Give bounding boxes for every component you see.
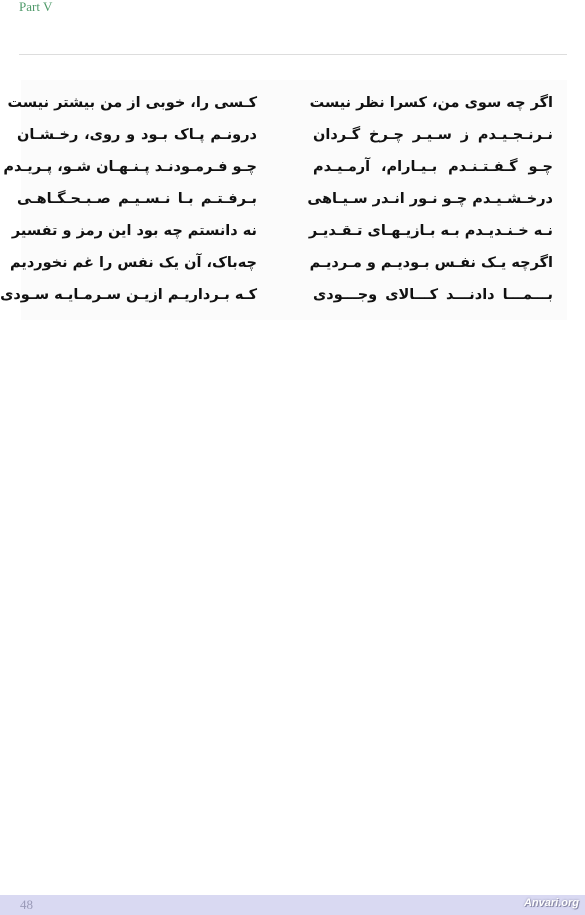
header-divider: [19, 54, 567, 55]
verse-line: بـرفـتـم بـا نـسـیـم صـبـحـگـاهـی: [17, 191, 257, 207]
verse-line: بـــمـــا دادنـــد کـــالای وجـــودی: [313, 287, 553, 303]
verse-line: درخـشـیـدم چـو نـور انـدر سـیـاهی: [307, 191, 553, 207]
watermark-logo: Anvari.org: [523, 897, 579, 909]
page-footer: [0, 895, 585, 915]
poem-right-column: [307, 87, 553, 311]
verse-line: نه دانستم چه بود این رمز و تفسیر: [11, 223, 257, 239]
verse-line: چه‌باک، آن یک نفس را غم نخوردیم: [10, 255, 257, 271]
verse-line: چـو گـفـتـنـدم بـیـارام، آرمـیـدم: [313, 159, 553, 175]
verse-line: کـه بـرداریـم ازیـن سـرمـایـه سـودی: [0, 287, 257, 303]
verse-line: نـه خـنـدیـدم بـه بـازیـهـای تـقـدیـر: [308, 223, 553, 239]
verse-line: اگر چه سوی من، کسرا نظر نیست: [309, 95, 553, 111]
verse-line: درونـم پـاک بـود و روی، رخـشـان: [17, 127, 257, 143]
verse-line: چـو فـرمـودنـد پـنـهـان شـو، پـریـدم: [3, 159, 257, 175]
poem-block: [0, 80, 567, 320]
verse-line: اگرچه یـک نفـس بـودیـم و مـردیـم: [309, 255, 553, 271]
verse-line: نـرنـجـیـدم ز سـیـر چـرخ گـردان: [313, 127, 553, 143]
verse-line: کـسی را، خوبی از من بیشتر نیست: [7, 95, 257, 111]
poem-left-column: [0, 87, 257, 311]
part-label: Part V: [19, 0, 53, 14]
page-number: 48: [20, 897, 33, 912]
